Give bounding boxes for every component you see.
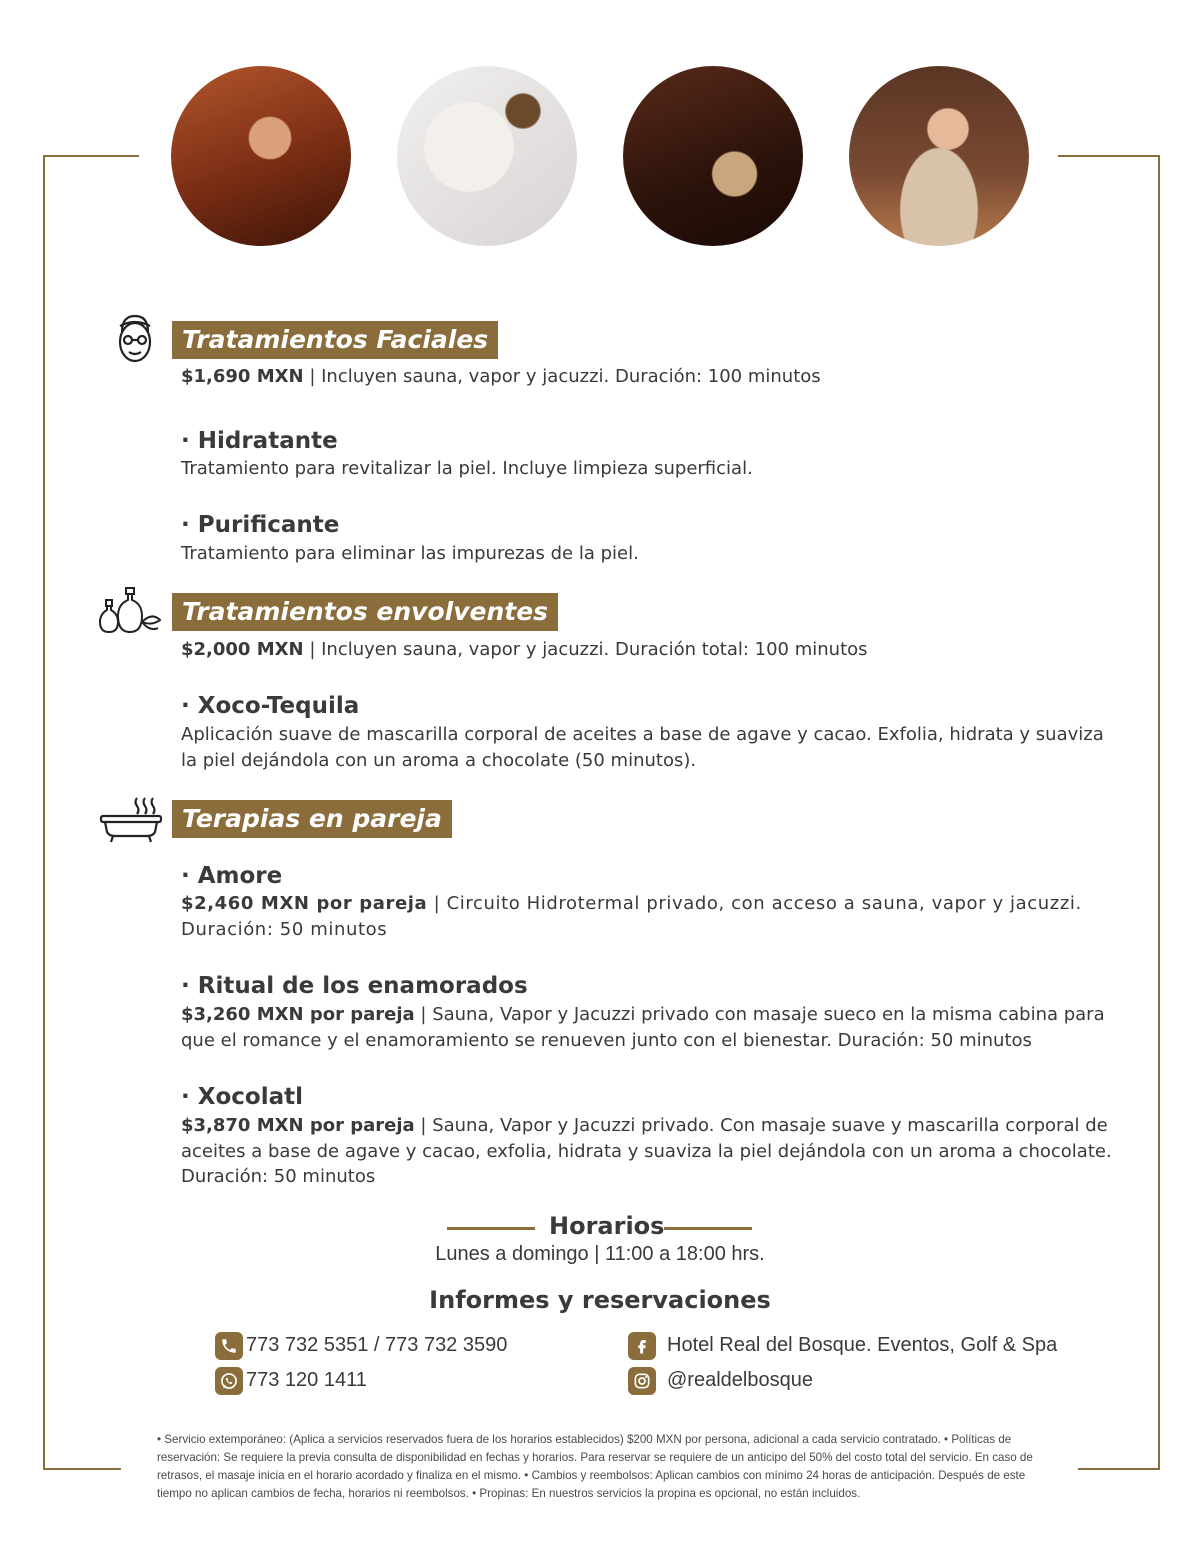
horarios-schedule: Lunes a domingo | 11:00 a 18:00 hrs. xyxy=(435,1243,765,1265)
item-amore-line-1 xyxy=(181,893,1082,914)
whatsapp-icon xyxy=(215,1367,243,1395)
footnote-policies: • Servicio extemporáneo: (Aplica a servicios reservados fuera de los horarios establecidos) $200 MXN por persona, adicional a cada servicio contratado. • Políticas de reservación: Se requiere la previa consulta de disponibilidad en fechas y horarios. Para reservar se requiere de un anticipo del 50% del costo total del servicio. En caso de retrasos, el masaje inicia en el horario acordado y finaliza en el mismo. • Cambios y reembolsos: Aplican cambios con mínimo 24 horas de anticipación. Después de este tiempo no aplican cambios de fecha, horarios ni reembolsos. • Propinas: En nuestros servicios la propina es opcional, no están incluidos. xyxy=(157,1433,1033,1500)
informes-title: Informes y reservaciones xyxy=(429,1286,771,1314)
item-xoco-tequila-title: · Xoco-Tequila xyxy=(181,693,360,719)
frame-bottom-left xyxy=(43,1468,121,1470)
whatsapp-number[interactable]: 773 120 1411 xyxy=(246,1369,367,1391)
faciales-price: $1,690 MXN xyxy=(181,366,304,387)
facebook-icon xyxy=(628,1332,656,1360)
item-ritual-line-2: que el romance y el enamoramiento se renueven junto con el bienestar. Duración: 50 minutos xyxy=(181,1030,1032,1051)
oil-bottles-icon xyxy=(98,586,164,638)
item-amore-details: | Circuito Hidrotermal privado, con acceso a sauna, vapor y jacuzzi. xyxy=(427,893,1082,914)
item-xocolatl-title: · Xocolatl xyxy=(181,1084,303,1110)
section-title-pareja: Terapias en pareja xyxy=(172,800,452,838)
bathtub-icon xyxy=(99,794,163,844)
item-hidratante-title: · Hidratante xyxy=(181,428,338,454)
frame-top-right xyxy=(1058,155,1160,157)
frame-top-left xyxy=(43,155,139,157)
item-amore-price: $2,460 MXN por pareja xyxy=(181,893,428,914)
section-title-envolventes: Tratamientos envolventes xyxy=(172,593,558,631)
face-mask-icon xyxy=(114,312,156,366)
section-title-faciales: Tratamientos Faciales xyxy=(172,321,498,359)
item-purificante-desc: Tratamiento para eliminar las impurezas de la piel. xyxy=(181,543,639,564)
item-ritual-details: | Sauna, Vapor y Jacuzzi privado con masaje sueco en la misma cabina para xyxy=(414,1004,1105,1025)
envolventes-price-line xyxy=(181,639,868,660)
phone-icon xyxy=(215,1332,243,1360)
facial-photo xyxy=(397,66,577,246)
item-xoco-tequila-desc-1: Aplicación suave de mascarilla corporal de aceites a base de agave y cacao. Exfolia, hidrata y suaviza xyxy=(181,724,1104,745)
item-ritual-line-1 xyxy=(181,1004,1105,1025)
item-xocolatl-price: $3,870 MXN por pareja xyxy=(181,1115,415,1136)
item-purificante-title: · Purificante xyxy=(181,512,340,538)
instagram-icon xyxy=(628,1367,656,1395)
horarios-rule-left xyxy=(447,1227,535,1230)
jacuzzi-photo xyxy=(849,66,1029,246)
instagram-handle[interactable]: @realdelbosque xyxy=(667,1369,813,1391)
item-xocolatl-line-1 xyxy=(181,1115,1108,1136)
item-amore-line-2: Duración: 50 minutos xyxy=(181,919,388,940)
item-xocolatl-line-3: Duración: 50 minutos xyxy=(181,1166,376,1187)
item-ritual-price: $3,260 MXN por pareja xyxy=(181,1004,415,1025)
envolventes-price: $2,000 MXN xyxy=(181,639,304,660)
envolventes-details: | Incluyen sauna, vapor y jacuzzi. Duración total: 100 minutos xyxy=(303,639,868,660)
sauna-photo xyxy=(171,66,351,246)
phone-numbers[interactable]: 773 732 5351 / 773 732 3590 xyxy=(246,1334,508,1356)
faciales-details: | Incluyen sauna, vapor y jacuzzi. Duración: 100 minutos xyxy=(303,366,821,387)
item-ritual-title: · Ritual de los enamorados xyxy=(181,973,528,999)
item-xoco-tequila-desc-2: la piel dejándola con un aroma a chocolate (50 minutos). xyxy=(181,750,697,771)
item-amore-title: · Amore xyxy=(181,863,283,889)
facebook-page[interactable]: Hotel Real del Bosque. Eventos, Golf & Spa xyxy=(667,1334,1058,1356)
frame-left xyxy=(43,155,45,1470)
item-hidratante-desc: Tratamiento para revitalizar la piel. Incluye limpieza superficial. xyxy=(181,458,753,479)
hot-towel-photo xyxy=(623,66,803,246)
frame-bottom-right xyxy=(1078,1468,1160,1470)
horarios-rule-right xyxy=(664,1227,752,1230)
frame-right xyxy=(1158,155,1160,1470)
item-xocolatl-details: | Sauna, Vapor y Jacuzzi privado. Con masaje suave y mascarilla corporal de xyxy=(414,1115,1108,1136)
faciales-price-line xyxy=(181,366,821,387)
item-xocolatl-line-2: aceites a base de agave y cacao, exfolia, hidrata y suaviza la piel dejándola con un aroma a chocolate. xyxy=(181,1141,1112,1162)
horarios-title: Horarios xyxy=(549,1212,665,1240)
